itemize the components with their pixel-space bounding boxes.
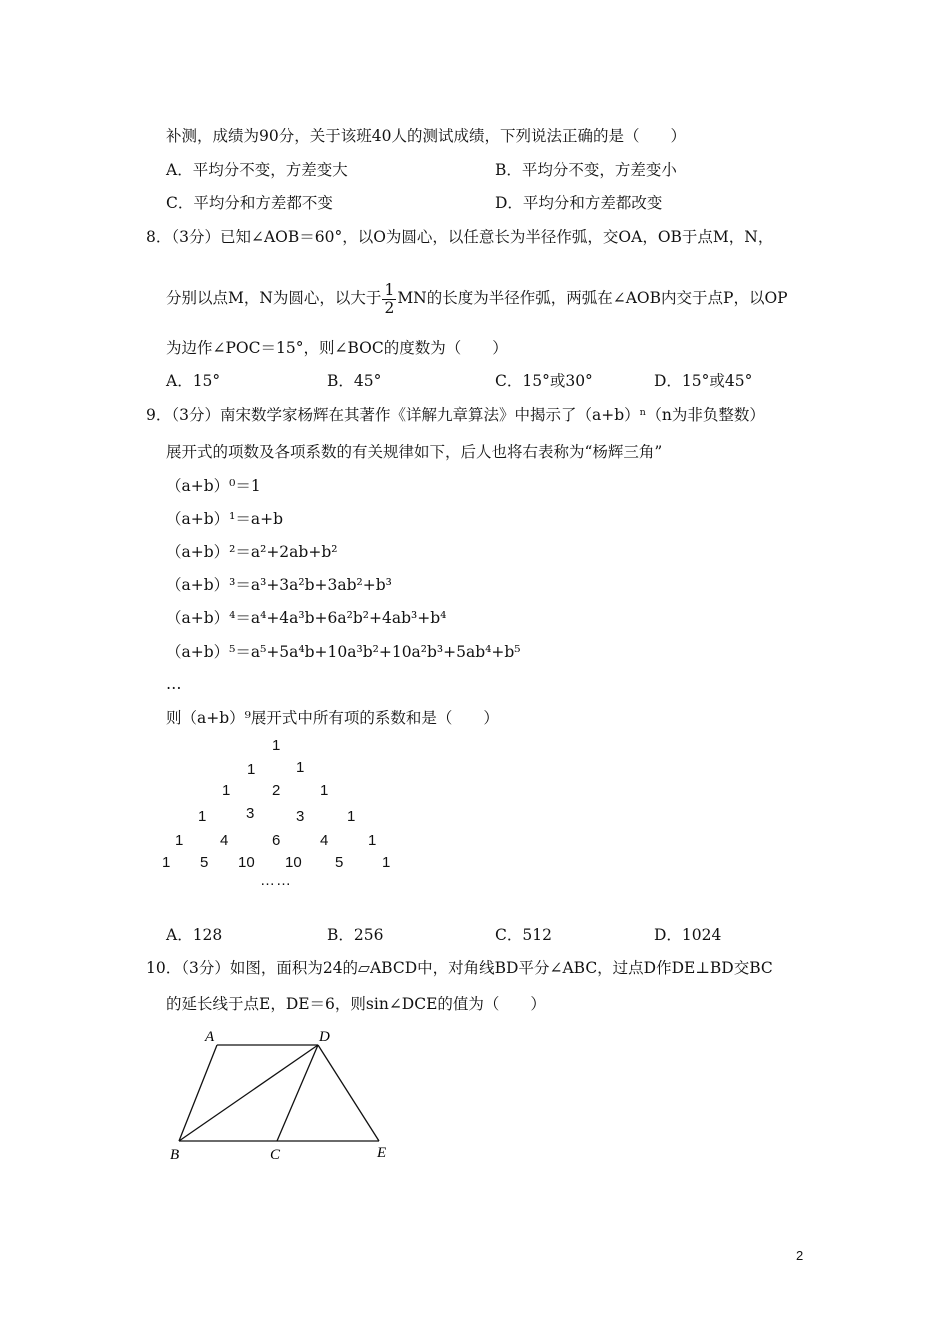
q9-option-d[interactable]: D．1024 [654, 926, 722, 944]
triangle-cell: 1 [247, 761, 256, 778]
triangle-cell: 1 [296, 759, 305, 776]
triangle-cell: 4 [220, 832, 229, 849]
label-b: B [170, 1147, 180, 1163]
triangle-cell: 1 [175, 832, 184, 849]
q9-expansion-5: （a+b）⁵＝a⁵+5a⁴b+10a³b²+10a²b³+5ab⁴+b⁵ [166, 643, 521, 661]
q8-stem-line1: 8．（3分）已知∠AOB＝60°，以O为圆心，以任意长为半径作弧，交OA，OB于点M，N， [146, 228, 774, 246]
q10-stem-line1: 10．（3分）如图，面积为24的▱ABCD中，对角线BD平分∠ABC，过点D作DE⊥BD交BC [146, 959, 773, 977]
segment-ab [179, 1045, 217, 1141]
q10-stem-line2: 的延长线于点E，DE＝6，则sin∠DCE的值为（ ） [166, 995, 546, 1013]
triangle-cell: 1 [272, 737, 281, 754]
q9-expansion-2: （a+b）²＝a²+2ab+b² [166, 543, 338, 561]
q7-option-a[interactable]: A．平均分不变，方差变大 [166, 161, 348, 179]
q7-stem-tail: 补测，成绩为90分，关于该班40人的测试成绩，下列说法正确的是（ ） [166, 127, 686, 145]
q9-expansion-4: （a+b）⁴＝a⁴+4a³b+6a²b²+4ab³+b⁴ [166, 609, 447, 627]
q9-option-b[interactable]: B．256 [327, 926, 384, 944]
label-d: D [319, 1029, 330, 1045]
triangle-cell: 3 [296, 808, 305, 825]
q9-option-c[interactable]: C．512 [495, 926, 552, 944]
triangle-cell: 5 [335, 854, 344, 871]
triangle-cell: 1 [198, 808, 207, 825]
label-e: E [377, 1145, 387, 1161]
q9-stem-line1: 9．（3分）南宋数学家杨辉在其著作《详解九章算法》中揭示了（a+b）ⁿ（n为非负整数） [146, 406, 765, 424]
q9-ask: 则（a+b）⁹展开式中所有项的系数和是（ ） [166, 709, 499, 727]
triangle-cell: 10 [238, 854, 255, 871]
q8-option-d[interactable]: D．15°或45° [654, 372, 753, 390]
page-number: 2 [796, 1248, 804, 1263]
q8-line2-pre: 分别以点M，N为圆心，以大于 [166, 289, 382, 307]
q8-option-b[interactable]: B．45° [327, 372, 382, 390]
triangle-cell: 1 [347, 808, 356, 825]
q9-expansion-3: （a+b）³＝a³+3a²b+3ab²+b³ [166, 576, 392, 594]
label-a: A [205, 1029, 215, 1045]
triangle-cell: 4 [320, 832, 329, 849]
triangle-cell: 1 [222, 782, 231, 799]
triangle-cell: 1 [162, 854, 171, 871]
q9-ellipsis: … [166, 675, 182, 693]
triangle-cell: 5 [200, 854, 209, 871]
q7-option-d[interactable]: D．平均分和方差都改变 [495, 194, 663, 212]
q9-expansion-0: （a+b）⁰＝1 [166, 477, 261, 495]
label-c: C [270, 1147, 281, 1163]
q7-option-c[interactable]: C．平均分和方差都不变 [166, 194, 333, 212]
q8-line2-post: MN的长度为半径作弧，两弧在∠AOB内交于点P，以OP [397, 289, 788, 307]
triangle-cell: 1 [368, 832, 377, 849]
q8-option-a[interactable]: A．15° [166, 372, 221, 390]
q8-option-c[interactable]: C．15°或30° [495, 372, 593, 390]
triangle-cell: 10 [285, 854, 302, 871]
parallelogram-figure [160, 1020, 410, 1170]
fraction-one-half [382, 282, 396, 317]
triangle-cell: 1 [382, 854, 391, 871]
triangle-cell: 1 [320, 782, 329, 799]
fraction-denominator: 2 [384, 298, 395, 317]
fraction-numerator: 1 [384, 280, 395, 299]
q9-option-a[interactable]: A．128 [166, 926, 223, 944]
q8-stem-line2 [166, 278, 788, 318]
triangle-cell: 2 [272, 782, 281, 799]
q9-stem-line2: 展开式的项数及各项系数的有关规律如下，后人也将右表称为“杨辉三角” [166, 443, 663, 461]
triangle-dots: …… [260, 872, 292, 889]
q8-stem-line3: 为边作∠POC＝15°，则∠BOC的度数为（ ） [166, 339, 508, 357]
q7-option-b[interactable]: B．平均分不变，方差变小 [495, 161, 677, 179]
q9-expansion-1: （a+b）¹＝a+b [166, 510, 284, 528]
triangle-cell: 6 [272, 832, 281, 849]
segment-de [318, 1045, 379, 1141]
triangle-cell: 3 [246, 805, 255, 822]
